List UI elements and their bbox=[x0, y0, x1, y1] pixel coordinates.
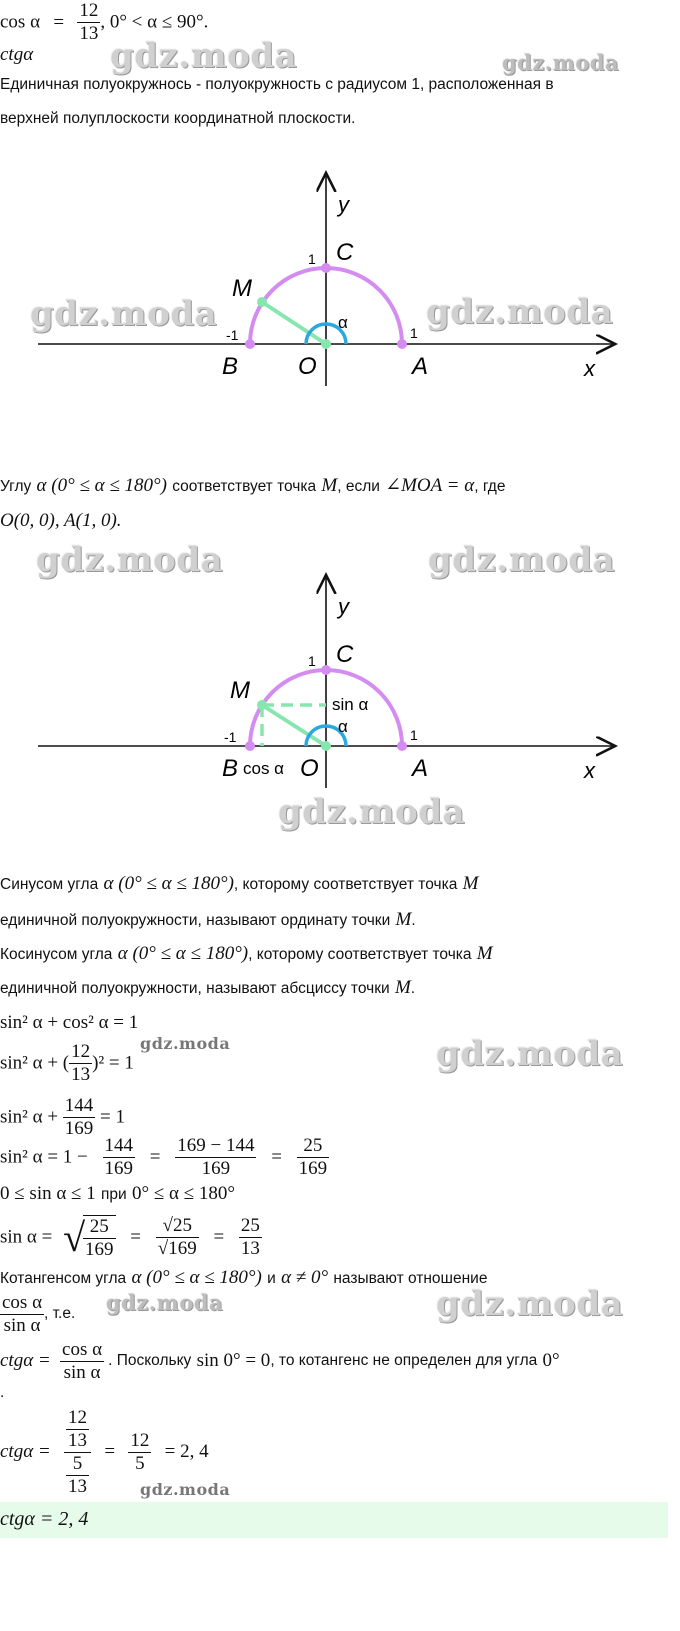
equation-2 bbox=[0, 1038, 134, 1088]
cot-def-text: и bbox=[267, 1270, 276, 1287]
cot-calc-compound-fraction bbox=[64, 1407, 91, 1498]
point-o bbox=[321, 741, 331, 751]
eq4-den: 169 bbox=[201, 1158, 231, 1180]
point-m bbox=[257, 700, 267, 710]
eq6-fraction-3 bbox=[239, 1215, 262, 1260]
eq4-fraction-1 bbox=[103, 1135, 136, 1180]
cot-def-num: cos α bbox=[2, 1291, 43, 1313]
point-m bbox=[257, 297, 267, 307]
angle-text-part: , если bbox=[337, 478, 380, 495]
cot-calc-eq: = 2, 4 bbox=[164, 1441, 209, 1462]
cot-formula-math: 0° bbox=[542, 1350, 560, 1371]
intro-line-2: верхней полуплоскости координатной плоскости. bbox=[0, 110, 356, 127]
label-x: x bbox=[584, 758, 595, 783]
watermark: gdz.moda bbox=[30, 294, 218, 334]
eq6-num: √25 bbox=[156, 1215, 199, 1238]
label-x: x bbox=[584, 356, 595, 381]
eq5-text: при bbox=[101, 1186, 127, 1203]
label-minus-one: -1 bbox=[224, 729, 237, 745]
label-one-top: 1 bbox=[308, 251, 316, 267]
eq6-den: 13 bbox=[240, 1238, 260, 1260]
equation-6 bbox=[0, 1210, 272, 1264]
angle-text-math: α (0° ≤ α ≤ 180°) bbox=[36, 475, 167, 496]
label-o: O bbox=[298, 353, 317, 380]
answer-highlight bbox=[0, 1502, 668, 1538]
cot-def-line-1 bbox=[0, 1266, 487, 1291]
label-b: B bbox=[222, 353, 239, 380]
watermark: gdz.moda bbox=[140, 1034, 231, 1053]
eq2-right: )² = 1 bbox=[92, 1052, 134, 1074]
label-a: A bbox=[412, 353, 429, 380]
label-alpha: α bbox=[338, 313, 348, 332]
cos-def-text: , которому соответствует точка bbox=[248, 946, 472, 963]
cos-def-text: Косинусом угла bbox=[0, 946, 113, 963]
eq4-num: 25 bbox=[297, 1135, 330, 1158]
watermark: gdz.moda bbox=[36, 540, 224, 580]
label-a: A bbox=[412, 755, 429, 782]
eq4-left: sin² α = 1 − bbox=[0, 1146, 88, 1168]
point-b bbox=[245, 741, 255, 751]
sine-def-line-2 bbox=[0, 908, 416, 933]
semicircle-diagram-2 bbox=[0, 560, 680, 800]
label-y: y bbox=[338, 594, 349, 619]
label-one-right: 1 bbox=[410, 325, 418, 341]
cot-calc-fraction bbox=[128, 1430, 151, 1475]
eq6-left: sin α = bbox=[0, 1226, 53, 1248]
cot-def-text: Котангенсом угла bbox=[0, 1270, 127, 1287]
label-alpha: α bbox=[338, 717, 348, 736]
eq6-den: √169 bbox=[157, 1238, 197, 1260]
cos-def-line-1 bbox=[0, 942, 493, 967]
label-c: C bbox=[336, 641, 354, 668]
label-b: B bbox=[222, 755, 239, 782]
cot-calc-num: 5 bbox=[66, 1453, 89, 1476]
cos-def-line-2 bbox=[0, 976, 415, 1001]
label-c: C bbox=[336, 239, 354, 266]
sqrt-sign: √ bbox=[63, 1214, 86, 1260]
eq2-num: 12 bbox=[71, 1041, 91, 1063]
watermark: gdz.moda bbox=[428, 540, 616, 580]
cot-calc-den: 5 bbox=[135, 1452, 145, 1474]
angle-text-part: Углу bbox=[0, 478, 32, 495]
cot-def-math: α (0° ≤ α ≤ 180°) bbox=[131, 1267, 262, 1288]
cot-formula bbox=[0, 1336, 560, 1386]
given-condition: , 0° < α ≤ 90°. bbox=[100, 11, 209, 33]
angle-text-math: ∠MOA = α bbox=[385, 475, 475, 496]
given-den: 13 bbox=[79, 23, 99, 44]
point-o bbox=[321, 339, 331, 349]
cos-def-text: единичной полуокружности, называют абсциссу точки bbox=[0, 980, 390, 997]
given-eq: = bbox=[53, 11, 65, 33]
eq4-eq: = bbox=[271, 1146, 282, 1168]
watermark: gdz.moda bbox=[110, 36, 298, 76]
point-a bbox=[397, 339, 407, 349]
eq4-num: 144 bbox=[104, 1135, 134, 1157]
angle-text-math: M bbox=[321, 475, 338, 496]
label-minus-one: -1 bbox=[226, 327, 239, 343]
watermark: gdz.moda bbox=[436, 1034, 624, 1074]
sine-def-text: единичной полуокружности, называют ординату точки bbox=[0, 912, 391, 929]
watermark: gdz.moda bbox=[426, 292, 614, 332]
eq3-right: = 1 bbox=[100, 1106, 126, 1128]
label-m: M bbox=[232, 275, 252, 302]
cot-def-fraction bbox=[0, 1292, 44, 1337]
cot-calc-num: 12 bbox=[130, 1429, 150, 1451]
eq2-fraction bbox=[69, 1041, 92, 1086]
eq6-num: 25 bbox=[83, 1216, 116, 1239]
eq4-fraction-2 bbox=[175, 1135, 256, 1180]
eq3-left: sin² α + bbox=[0, 1106, 59, 1128]
watermark: gdz.moda bbox=[106, 1290, 224, 1315]
semicircle-diagram-1 bbox=[0, 160, 680, 400]
cot-formula-den: sin α bbox=[63, 1361, 101, 1383]
cot-formula-text: . Поскольку bbox=[108, 1352, 192, 1369]
watermark: gdz.moda bbox=[140, 1480, 231, 1499]
eq4-den: 169 bbox=[298, 1158, 328, 1180]
cot-calc-den: 13 bbox=[68, 1429, 88, 1451]
cos-def-text: . bbox=[410, 980, 416, 997]
eq5-math: 0° ≤ α ≤ 180° bbox=[131, 1183, 235, 1204]
label-cos: cos α bbox=[243, 759, 285, 778]
equation-1: sin² α + cos² α = 1 bbox=[0, 1012, 139, 1033]
eq3-den: 169 bbox=[64, 1118, 94, 1140]
cot-calc-compound-den bbox=[64, 1453, 91, 1498]
equation-4 bbox=[0, 1132, 339, 1182]
eq5-math: 0 ≤ sin α ≤ 1 bbox=[0, 1183, 96, 1204]
cot-formula-text: , то котангенс не определен для угла bbox=[270, 1352, 538, 1369]
label-one-right: 1 bbox=[410, 727, 418, 743]
label-one-top: 1 bbox=[308, 653, 316, 669]
equation-5 bbox=[0, 1182, 235, 1207]
cos-def-math: M bbox=[476, 943, 493, 964]
point-b bbox=[245, 339, 255, 349]
cot-calc-eq: = bbox=[104, 1441, 116, 1462]
sine-def-math: M bbox=[462, 873, 479, 894]
cos-def-math: M bbox=[394, 977, 411, 998]
watermark: gdz.moda bbox=[436, 1284, 624, 1324]
watermark: gdz.moda bbox=[278, 792, 466, 832]
cot-calc-den: 13 bbox=[68, 1475, 88, 1497]
eq2-den: 13 bbox=[71, 1064, 91, 1086]
watermark: gdz.moda bbox=[502, 50, 620, 75]
cot-formula-dot: . bbox=[0, 1384, 5, 1401]
sine-def-line-1 bbox=[0, 872, 478, 897]
angle-text-line-1 bbox=[0, 474, 505, 499]
cot-def-den: sin α bbox=[3, 1314, 41, 1336]
cot-def-math: α ≠ 0° bbox=[281, 1267, 329, 1288]
point-c bbox=[321, 665, 331, 675]
cot-formula-math: sin 0° = 0 bbox=[196, 1350, 271, 1371]
label-sin: sin α bbox=[332, 695, 369, 714]
cot-calc-inner-num bbox=[66, 1407, 89, 1452]
label-m: M bbox=[230, 677, 250, 704]
eq4-fraction-3 bbox=[297, 1135, 330, 1180]
cot-formula-left: ctgα = bbox=[0, 1350, 51, 1371]
point-c bbox=[321, 263, 331, 273]
point-a bbox=[397, 741, 407, 751]
eq3-num: 144 bbox=[64, 1095, 94, 1117]
cot-calc-inner-den bbox=[66, 1453, 89, 1498]
given-num: 12 bbox=[79, 0, 99, 21]
sine-def-text: . bbox=[411, 912, 416, 929]
eq2-left: sin² α + ( bbox=[0, 1052, 70, 1074]
given-fraction bbox=[77, 0, 100, 45]
sine-def-math: M bbox=[395, 909, 412, 930]
cot-def-text: , т.е. bbox=[44, 1305, 76, 1322]
cot-formula-fraction bbox=[60, 1339, 104, 1384]
intro-line-1: Единичная полуокружнось - полуокружность с радиусом 1, расположенная в bbox=[0, 76, 554, 93]
eq6-den: 169 bbox=[85, 1238, 114, 1260]
label-y: y bbox=[338, 192, 349, 217]
cos-def-math: α (0° ≤ α ≤ 180°) bbox=[117, 943, 249, 964]
angle-text-part: , где bbox=[474, 478, 506, 495]
radius-om bbox=[262, 705, 326, 746]
label-o: O bbox=[300, 755, 319, 782]
ctg-label: ctgα bbox=[0, 44, 34, 65]
eq6-num: 25 bbox=[240, 1215, 260, 1237]
angle-text-part: соответствует точка bbox=[172, 478, 317, 495]
eq4-num: 169 − 144 bbox=[177, 1135, 255, 1157]
radius-om bbox=[262, 302, 326, 344]
sine-def-text: , которому соответствует точка bbox=[233, 876, 458, 893]
eq6-eq: = bbox=[213, 1226, 225, 1248]
given-lhs: cos α bbox=[0, 11, 41, 33]
eq6-fraction-2 bbox=[156, 1215, 199, 1260]
angle-text-line-2: O(0, 0), A(1, 0). bbox=[0, 510, 122, 531]
cot-def-text: называют отношение bbox=[333, 1270, 488, 1287]
cot-calc-compound-num bbox=[64, 1407, 91, 1453]
sine-def-text: Синусом угла bbox=[0, 876, 99, 893]
sine-def-math: α (0° ≤ α ≤ 180°) bbox=[103, 873, 234, 894]
answer: ctgα = 2, 4 bbox=[0, 1508, 89, 1530]
cot-formula-num: cos α bbox=[62, 1338, 103, 1360]
eq4-den: 169 bbox=[104, 1158, 134, 1180]
cot-def-line-2 bbox=[0, 1290, 75, 1338]
cot-calc-num: 12 bbox=[68, 1406, 88, 1428]
eq6-eq: = bbox=[130, 1226, 142, 1248]
eq4-eq: = bbox=[149, 1146, 161, 1168]
cot-calc-left: ctgα = bbox=[0, 1441, 51, 1462]
eq6-fraction-1 bbox=[83, 1215, 116, 1261]
